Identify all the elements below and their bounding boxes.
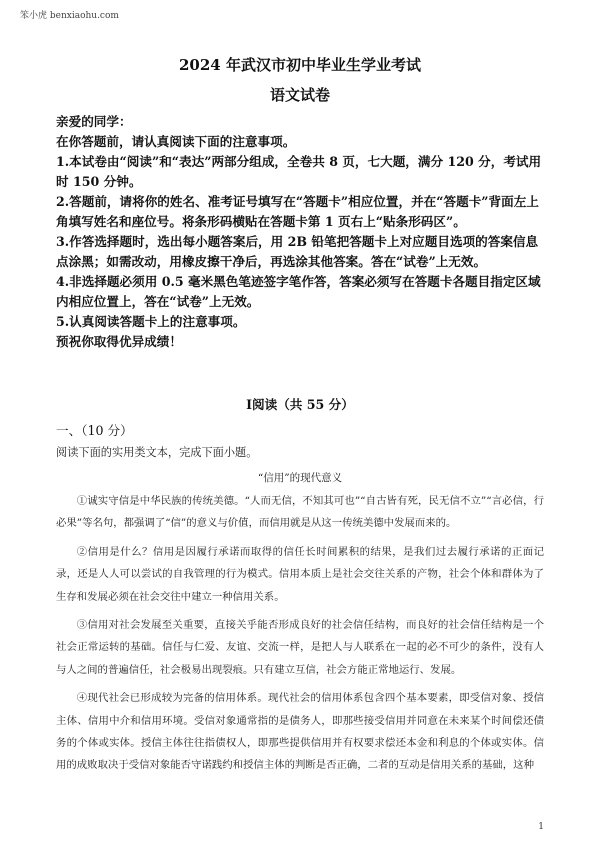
- notice-item-2: 2.答题前，请将你的姓名、准考证号填写在“答题卡”相应位置，并在“答题卡”背面左上角填写姓名和座位号。将条形码横贴在答题卡第 1 页右上“贴条形码区”。: [56, 194, 539, 229]
- notice-wish: 预祝你取得优异成绩！: [56, 334, 182, 349]
- notice-greeting: 亲爱的同学：: [56, 114, 132, 129]
- watermark: 笨小虎 benxiaohu.com: [20, 11, 119, 21]
- article-paragraph: ①诚实守信是中华民族的传统美德。“人而无信，不知其可也”“自古皆有死，民无信不立”“言必信，行必果”等名句，都强调了“信”的意义与价值，而信用就是从这一传统美德中发展而来的。: [56, 495, 544, 530]
- article-paragraph: ②信用是什么？信用是因履行承诺而取得的信任长时间累积的结果，是我们过去履行承诺的正面记录，还是人人可以尝试的自我管理的行为模式。信用本质上是社会交往关系的产物，社会个体和群体为了生存和发展必须在社会交往中建立一种信用关系。: [56, 545, 544, 603]
- section-title: Ⅰ阅读（共 55 分）: [246, 397, 354, 412]
- notice-intro: 在你答题前，请认真阅读下面的注意事项。: [56, 134, 296, 149]
- article-body: [56, 490, 544, 783]
- notice-item-5: 5.认真阅读答题卡上的注意事项。: [56, 314, 246, 329]
- notice-item-4: 4.非选择题必须用 0.5 毫米黑色笔迹签字笔作答，答案必须写在答题卡各题目指定区域内相应位置上，答在“试卷”上无效。: [56, 274, 541, 309]
- exam-subtitle: 语文试卷: [269, 86, 330, 104]
- notice-item-3: 3.作答选择题时，选出每小题答案后，用 2B 铅笔把答题卡上对应题目选项的答案信息点涂黑；如需改动，用橡皮擦干净后，再选涂其他答案。答在“试卷”上无效。: [56, 234, 539, 269]
- notice-item-1: 1.本试卷由“阅读”和“表达”两部分组成，全卷共 8 页，七大题，满分 120 分，考试用时 150 分钟。: [56, 154, 542, 189]
- article-paragraph: ③信用对社会发展至关重要，直接关乎能否形成良好的社会信任结构，而良好的社会信任结构是一个社会正常运转的基础。信任与仁爱、友谊、交流一样，是把人与人联系在一起的必不可少的条件，没有人与人之间的普遍信任，社会极易出现裂痕。只有建立互信，社会方能正常地运行、发展。: [56, 619, 544, 676]
- question-lead: 阅读下面的实用类文本，完成下面小题。: [56, 446, 258, 459]
- notice-block: [56, 112, 544, 352]
- exam-title: 2024 年武汉市初中毕业生学业考试: [179, 56, 421, 74]
- question-number: 一、（10 分）: [56, 423, 133, 438]
- article-paragraph: ④现代社会已形成较为完备的信用体系。现代社会的信用体系包含四个基本要素，即受信对象、授信主体、信用中介和信用环境。受信对象通常指的是债务人，即那些接受信用并同意在未来某个时间偿还债务的个体或实体。授信主体往往指债权人，即那些提供信用并有权要求偿还本金和利息的个体或实体。信用的成败取决于受信对象能否守诺践约和授信主体的判断是否正确，二者的互动是信用关系的基础，这种: [56, 692, 544, 772]
- page-number: 1: [538, 822, 544, 832]
- article-title: “信用”的现代意义: [257, 472, 343, 484]
